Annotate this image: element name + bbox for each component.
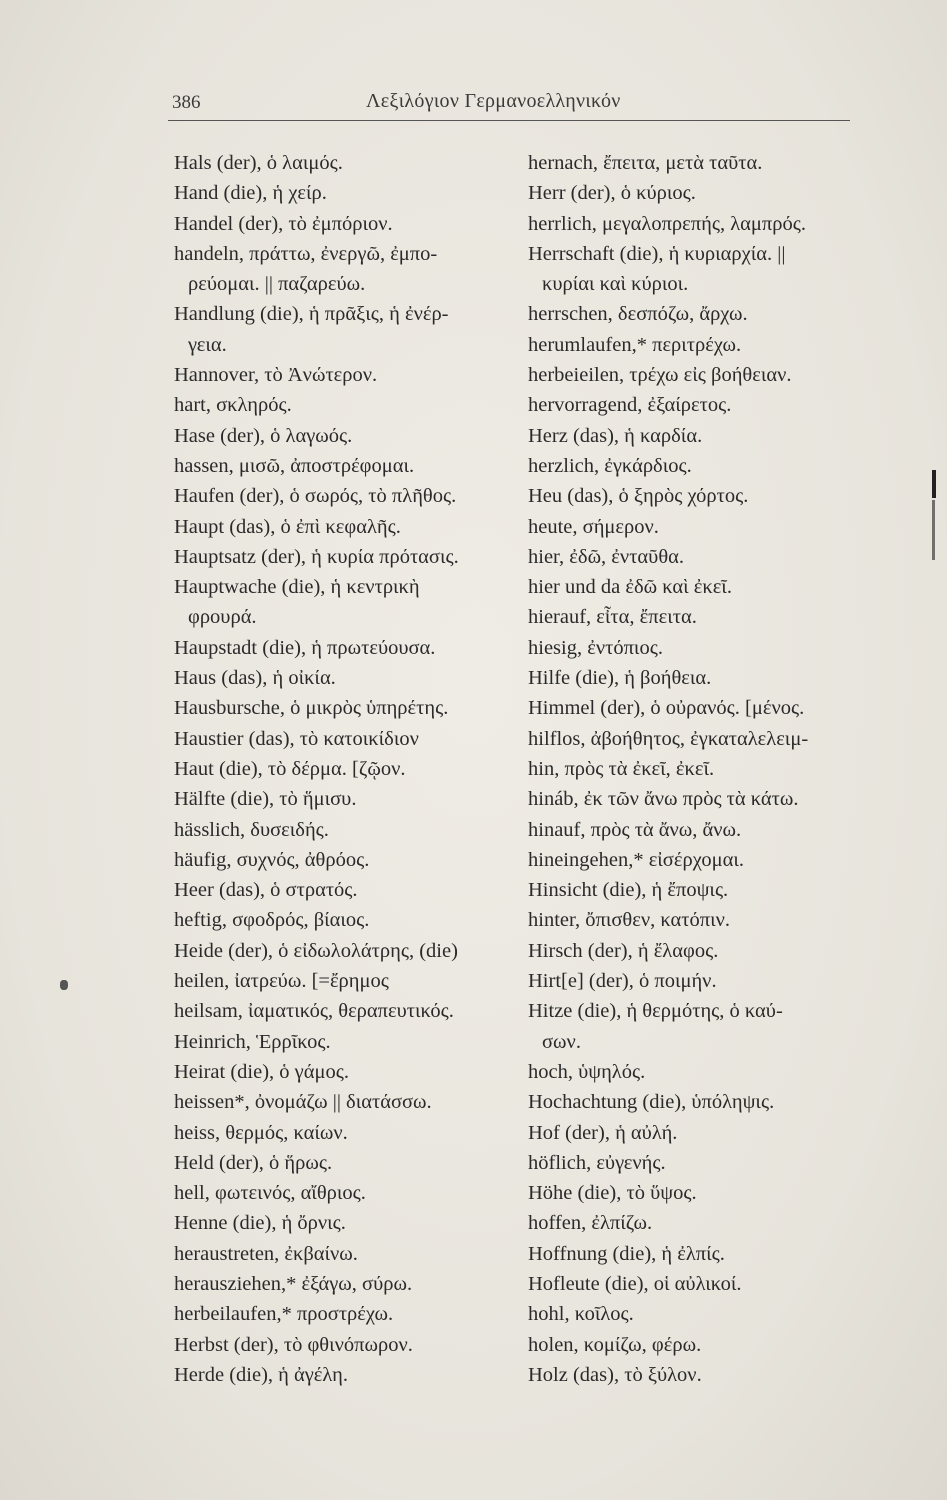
dictionary-entry: Hilfe (die), ἡ βοήθεια. [528,667,712,690]
dictionary-entry: Hof (der), ἡ αὐλή. [528,1121,678,1144]
dictionary-entry: Hausbursche, ὁ μικρὸς ὑπηρέτης. [174,697,449,720]
dictionary-entry: herzlich, ἐγκάρδιος. [528,454,692,477]
dictionary-entry: hineingehen,* εἰσέρχομαι. [528,848,744,871]
dictionary-entry: Hinsicht (die), ἡ ἔποψις. [528,879,729,902]
dictionary-entry: hinter, ὄπισθεν, κατόπιν. [528,909,730,932]
dictionary-entry: hoch, ὑψηλός. [528,1060,646,1083]
running-title: Λεξιλόγιον Γερμανοελληνικόν [366,90,621,112]
dictionary-entry: höflich, εὐγενής. [528,1151,666,1174]
dictionary-entry: heftig, σφοδρός, βίαιος. [174,909,370,932]
dictionary-entry: hiesig, ἐντόπιος. [528,636,663,659]
dictionary-entry: hilflos, ἀβοήθητος, ἐγκαταλελειμ- [528,727,809,750]
dictionary-entry: Haupt (das), ὁ ἐπὶ κεφαλῆς. [174,515,401,538]
dictionary-entry: heute, σήμερον. [528,515,659,538]
dictionary-entry: Hand (die), ἡ χείρ. [174,182,327,205]
dictionary-entry: γεια. [188,333,227,356]
dictionary-entry: Herbst (der), τὸ φθινόπωρον. [174,1333,413,1356]
dictionary-entry: Heer (das), ὁ στρατός. [174,879,358,902]
dictionary-entry: hart, σκληρός. [174,394,292,417]
dictionary-entry: Hase (der), ὁ λαγωός. [174,424,353,447]
dictionary-entry: Herrschaft (die), ἡ κυριαρχία. || [528,242,786,265]
dictionary-entry: hin, πρὸς τὰ ἐκεῖ, ἐκεῖ. [528,757,715,780]
dictionary-entry: κυρίαι καὶ κύριοι. [542,273,689,296]
left-column [174,148,510,1390]
dictionary-entry: Heide (der), ὁ εἰδωλολάτρης, (die) [174,939,458,962]
dictionary-entry: Handlung (die), ἡ πρᾶξις, ἡ ἐνέρ- [174,303,449,326]
dictionary-entry: hohl, κοῖλος. [528,1303,634,1326]
dictionary-entry: Henne (die), ἡ ὄρνις. [174,1212,346,1235]
dictionary-entry: heraustreten, ἐκβαίνω. [174,1242,358,1265]
dictionary-entry: holen, κομίζω, φέρω. [528,1333,702,1356]
dictionary-entry: herbeilaufen,* προστρέχω. [174,1303,394,1326]
dictionary-entry: Haupstadt (die), ἡ πρωτεύουσα. [174,636,436,659]
dictionary-entry: Hals (der), ὁ λαιμός. [174,152,343,174]
dictionary-entry: Heu (das), ὁ ξηρὸς χόρτος. [528,485,749,508]
dictionary-entry: Himmel (der), ὁ οὐρανός. [μένος. [528,697,805,720]
dictionary-entry: heilen, ἰατρεύω. [=ἔρημος [174,970,389,993]
dictionary-entry: Hitze (die), ἡ θερμότης, ὁ καύ- [528,1000,783,1023]
dictionary-entry: hässlich, δυσειδής. [174,818,329,841]
dictionary-entry: Herr (der), ὁ κύριος. [528,182,696,205]
dictionary-entry: Hauptsatz (der), ἡ κυρία πρότασις. [174,545,459,568]
dictionary-entry: herrlich, μεγαλοπρεπής, λαμπρός. [528,212,806,235]
dictionary-entry: hassen, μισῶ, ἀποστρέφομαι. [174,454,415,477]
dictionary-entry: häufig, συχνός, ἀθρόος. [174,848,370,871]
dictionary-entry: Hälfte (die), τὸ ἥμισυ. [174,788,357,811]
dictionary-entry: hinauf, πρὸς τὰ ἄνω, ἄνω. [528,818,742,841]
dictionary-entry: Holz (das), τὸ ξύλον. [528,1363,702,1386]
dictionary-entry: hierauf, εἶτα, ἔπειτα. [528,606,697,629]
dictionary-entry: Hochachtung (die), ὑπόληψις. [528,1091,775,1114]
dictionary-entry: Handel (der), τὸ ἐμπόριον. [174,212,393,235]
dictionary-entry: Heinrich, Ἑρρῖκος. [174,1030,331,1053]
page-header [168,84,850,120]
dictionary-entry: herausziehen,* ἐξάγω, σύρω. [174,1272,413,1295]
dictionary-entry: Haus (das), ἡ οἰκία. [174,667,336,690]
dictionary-entry: Herz (das), ἡ καρδία. [528,424,703,447]
page-number: 386 [172,92,201,113]
ink-blot [60,980,68,990]
dictionary-entry: hináb, ἐκ τῶν ἄνω πρὸς τὰ κάτω. [528,788,799,811]
dictionary-entry: hier und da ἐδῶ καὶ ἐκεῖ. [528,576,732,599]
dictionary-entry: herumlaufen,* περιτρέχω. [528,333,742,356]
dictionary-entry: hell, φωτεινός, αἴθριος. [174,1182,366,1205]
page-edge-mark [932,470,936,498]
dictionary-entry: Hofleute (die), οἱ αὐλικοί. [528,1272,742,1295]
dictionary-entry: Haustier (das), τὸ κατοικίδιον [174,727,419,750]
dictionary-entry: hervorragend, ἐξαίρετος. [528,394,732,417]
dictionary-entry: Heirat (die), ὁ γάμος. [174,1060,349,1083]
dictionary-entry: handeln, πράττω, ἐνεργῶ, ἐμπο- [174,242,438,265]
dictionary-entry: Haut (die), τὸ δέρμα. [ζῷον. [174,757,406,780]
dictionary-entry: σων. [542,1030,581,1053]
dictionary-entry: heiss, θερμός, καίων. [174,1121,348,1144]
dictionary-entry: Hannover, τὸ Ἀνώτερον. [174,364,378,387]
header-rule [168,120,850,121]
dictionary-entry: Hoffnung (die), ἡ ἐλπίς. [528,1242,725,1265]
dictionary-entry: Held (der), ὁ ἥρως. [174,1151,333,1174]
dictionary-entry: Hirsch (der), ἡ ἔλαφος. [528,939,719,962]
dictionary-entry: Hirt[e] (der), ὁ ποιμήν. [528,970,717,993]
dictionary-entry: hernach, ἔπειτα, μετὰ ταῦτα. [528,152,763,174]
dictionary-entry: Haufen (der), ὁ σωρός, τὸ πλῆθος. [174,485,457,508]
dictionary-entry: Hauptwache (die), ἡ κεντρικὴ [174,576,420,599]
page-edge-mark [932,500,935,560]
dictionary-entry: herbeieilen, τρέχω εἰς βοήθειαν. [528,364,792,387]
dictionary-entry: heilsam, ἰαματικός, θεραπευτικός. [174,1000,454,1023]
dictionary-entry: φρουρά. [188,606,257,629]
right-column [528,148,868,1390]
dictionary-entry: hier, ἐδῶ, ἐνταῦθα. [528,545,685,568]
dictionary-entry: hoffen, ἐλπίζω. [528,1212,653,1235]
dictionary-entry: Herde (die), ἡ ἀγέλη. [174,1363,349,1386]
dictionary-entry: heissen*, ὀνομάζω || διατάσσω. [174,1091,432,1114]
dictionary-entry: Höhe (die), τὸ ὕψος. [528,1182,697,1205]
dictionary-entry: herrschen, δεσπόζω, ἄρχω. [528,303,748,326]
dictionary-entry: ρεύομαι. || παζαρεύω. [188,273,366,296]
